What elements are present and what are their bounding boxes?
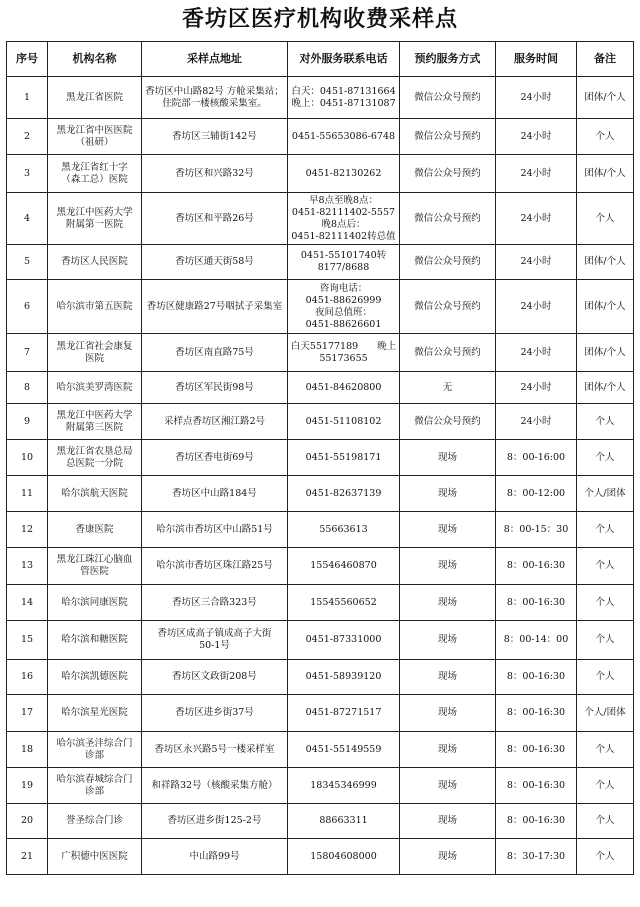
institution-name: 黑龙江省医院 xyxy=(48,77,142,119)
row-index: 12 xyxy=(7,512,48,548)
site-address: 香坊区成高子镇成高子大街 50-1号 xyxy=(142,621,288,660)
contact-phone: 白天：0451-87131664 晚上：0451-87131087 xyxy=(288,77,400,119)
service-time: 8：00-16:30 xyxy=(496,695,577,732)
service-time: 24小时 xyxy=(496,334,577,372)
contact-phone: 0451-51108102 xyxy=(288,404,400,440)
contact-phone: 0451-55198171 xyxy=(288,440,400,476)
table-row xyxy=(7,804,634,839)
note: 团体/个人 xyxy=(577,334,634,372)
site-address: 香坊区香电街69号 xyxy=(142,440,288,476)
contact-phone: 88663311 xyxy=(288,804,400,839)
header-phone: 对外服务联系电话 xyxy=(288,42,400,77)
service-time: 24小时 xyxy=(496,193,577,245)
header-note: 备注 xyxy=(577,42,634,77)
contact-phone: 15804608000 xyxy=(288,839,400,875)
note: 个人 xyxy=(577,193,634,245)
site-address: 香坊区永兴路5号一楼采样室 xyxy=(142,732,288,768)
table-row xyxy=(7,404,634,440)
site-address: 香坊区中山路82号 方舱采集站；住院部一楼核酸采集室。 xyxy=(142,77,288,119)
institution-name: 哈尔滨圣沣综合门 诊部 xyxy=(48,732,142,768)
institution-name: 哈尔滨航天医院 xyxy=(48,476,142,512)
site-address: 香坊区南直路75号 xyxy=(142,334,288,372)
header-row xyxy=(7,42,634,77)
table-row xyxy=(7,512,634,548)
institution-name: 广积德中医医院 xyxy=(48,839,142,875)
site-address: 香坊区军民街98号 xyxy=(142,372,288,404)
contact-phone: 0451-87271517 xyxy=(288,695,400,732)
service-time: 24小时 xyxy=(496,404,577,440)
service-time: 8：00-16:30 xyxy=(496,585,577,621)
header-index: 序号 xyxy=(7,42,48,77)
note: 个人 xyxy=(577,768,634,804)
table-body xyxy=(7,77,634,875)
note: 团体/个人 xyxy=(577,372,634,404)
table-row xyxy=(7,768,634,804)
site-address: 香坊区进乡街37号 xyxy=(142,695,288,732)
institution-name: 黑龙江珠江心脑血 管医院 xyxy=(48,548,142,585)
institution-name: 黑龙江省中医医院 （祖研） xyxy=(48,119,142,155)
service-time: 8：00-16:30 xyxy=(496,548,577,585)
row-index: 6 xyxy=(7,280,48,334)
service-time: 24小时 xyxy=(496,280,577,334)
service-time: 8：00-16:30 xyxy=(496,660,577,695)
table-row xyxy=(7,280,634,334)
note: 个人 xyxy=(577,440,634,476)
contact-phone: 15545560652 xyxy=(288,585,400,621)
row-index: 3 xyxy=(7,155,48,193)
booking-method: 微信公众号预约 xyxy=(400,119,496,155)
table-row xyxy=(7,660,634,695)
booking-method: 微信公众号预约 xyxy=(400,334,496,372)
row-index: 14 xyxy=(7,585,48,621)
note: 个人 xyxy=(577,621,634,660)
service-time: 8：30-17:30 xyxy=(496,839,577,875)
table-row xyxy=(7,245,634,280)
service-time: 8：00-16:30 xyxy=(496,768,577,804)
site-address: 哈尔滨市香坊区中山路51号 xyxy=(142,512,288,548)
header-service-time: 服务时间 xyxy=(496,42,577,77)
table-row xyxy=(7,585,634,621)
table-row xyxy=(7,476,634,512)
booking-method: 现场 xyxy=(400,476,496,512)
note: 个人 xyxy=(577,732,634,768)
booking-method: 微信公众号预约 xyxy=(400,77,496,119)
table-header xyxy=(7,42,634,77)
row-index: 15 xyxy=(7,621,48,660)
table-row xyxy=(7,621,634,660)
row-index: 10 xyxy=(7,440,48,476)
booking-method: 现场 xyxy=(400,660,496,695)
table-row xyxy=(7,119,634,155)
booking-method: 现场 xyxy=(400,548,496,585)
contact-phone: 15546460870 xyxy=(288,548,400,585)
row-index: 18 xyxy=(7,732,48,768)
site-address: 香坊区中山路184号 xyxy=(142,476,288,512)
site-address: 香坊区文政街208号 xyxy=(142,660,288,695)
booking-method: 现场 xyxy=(400,512,496,548)
contact-phone: 0451-87331000 xyxy=(288,621,400,660)
table-row xyxy=(7,155,634,193)
booking-method: 现场 xyxy=(400,585,496,621)
row-index: 5 xyxy=(7,245,48,280)
site-address: 香坊区三辅街142号 xyxy=(142,119,288,155)
contact-phone: 咨询电话： 0451-88626999 夜间总值班： 0451-88626601 xyxy=(288,280,400,334)
table-row xyxy=(7,334,634,372)
institution-name: 黑龙江省社会康复 医院 xyxy=(48,334,142,372)
note: 个人 xyxy=(577,512,634,548)
note: 团体/个人 xyxy=(577,77,634,119)
contact-phone: 0451-55101740转 8177/8688 xyxy=(288,245,400,280)
institution-name: 黑龙江中医药大学 附属第一医院 xyxy=(48,193,142,245)
booking-method: 现场 xyxy=(400,839,496,875)
service-time: 24小时 xyxy=(496,77,577,119)
contact-phone: 18345346999 xyxy=(288,768,400,804)
document-title: 香坊区医疗机构收费采样点 xyxy=(181,7,458,32)
institution-name: 哈尔滨星光医院 xyxy=(48,695,142,732)
institution-name: 黑龙江省红十字 （森工总）医院 xyxy=(48,155,142,193)
booking-method: 现场 xyxy=(400,732,496,768)
note: 个人 xyxy=(577,119,634,155)
site-address: 哈尔滨市香坊区珠江路25号 xyxy=(142,548,288,585)
row-index: 4 xyxy=(7,193,48,245)
table-row xyxy=(7,732,634,768)
note: 团体/个人 xyxy=(577,155,634,193)
note: 个人 xyxy=(577,404,634,440)
sampling-sites-table xyxy=(6,41,634,875)
contact-phone: 早8点至晚8点： 0451-82111402-5557 晚8点后： 0451-82111402转总值 xyxy=(288,193,400,245)
header-institution: 机构名称 xyxy=(48,42,142,77)
booking-method: 微信公众号预约 xyxy=(400,404,496,440)
booking-method: 现场 xyxy=(400,695,496,732)
note: 个人 xyxy=(577,660,634,695)
note: 个人 xyxy=(577,585,634,621)
note: 团体/个人 xyxy=(577,280,634,334)
row-index: 19 xyxy=(7,768,48,804)
site-address: 香坊区进乡街125-2号 xyxy=(142,804,288,839)
institution-name: 香康医院 xyxy=(48,512,142,548)
booking-method: 微信公众号预约 xyxy=(400,193,496,245)
header-booking-method: 预约服务方式 xyxy=(400,42,496,77)
site-address: 香坊区三合路323号 xyxy=(142,585,288,621)
note: 团体/个人 xyxy=(577,245,634,280)
row-index: 20 xyxy=(7,804,48,839)
table-row xyxy=(7,839,634,875)
booking-method: 微信公众号预约 xyxy=(400,280,496,334)
table-row xyxy=(7,193,634,245)
table-row xyxy=(7,77,634,119)
site-address: 香坊区通天街58号 xyxy=(142,245,288,280)
table-row xyxy=(7,372,634,404)
row-index: 1 xyxy=(7,77,48,119)
institution-name: 哈尔滨同康医院 xyxy=(48,585,142,621)
contact-phone: 0451-82130262 xyxy=(288,155,400,193)
contact-phone: 0451-58939120 xyxy=(288,660,400,695)
table-row xyxy=(7,440,634,476)
service-time: 8：00-16:30 xyxy=(496,804,577,839)
contact-phone: 白天55177189 晚上 55173655 xyxy=(288,334,400,372)
service-time: 24小时 xyxy=(496,119,577,155)
contact-phone: 0451-55149559 xyxy=(288,732,400,768)
institution-name: 哈尔滨凯德医院 xyxy=(48,660,142,695)
row-index: 9 xyxy=(7,404,48,440)
booking-method: 现场 xyxy=(400,621,496,660)
booking-method: 微信公众号预约 xyxy=(400,245,496,280)
institution-name: 黑龙江省农垦总局 总医院一分院 xyxy=(48,440,142,476)
note: 个人 xyxy=(577,548,634,585)
service-time: 8：00-15：30 xyxy=(496,512,577,548)
row-index: 13 xyxy=(7,548,48,585)
site-address: 和祥路32号（核酸采集方舱） xyxy=(142,768,288,804)
row-index: 7 xyxy=(7,334,48,372)
site-address: 香坊区和平路26号 xyxy=(142,193,288,245)
service-time: 24小时 xyxy=(496,372,577,404)
site-address: 香坊区和兴路32号 xyxy=(142,155,288,193)
institution-name: 黑龙江中医药大学 附属第三医院 xyxy=(48,404,142,440)
row-index: 8 xyxy=(7,372,48,404)
service-time: 8：00-16:30 xyxy=(496,732,577,768)
contact-phone: 0451-84620800 xyxy=(288,372,400,404)
row-index: 11 xyxy=(7,476,48,512)
table-row xyxy=(7,548,634,585)
note: 个人/团体 xyxy=(577,695,634,732)
note: 个人 xyxy=(577,804,634,839)
booking-method: 现场 xyxy=(400,440,496,476)
institution-name: 哈尔滨市第五医院 xyxy=(48,280,142,334)
booking-method: 现场 xyxy=(400,804,496,839)
service-time: 8：00-14：00 xyxy=(496,621,577,660)
row-index: 21 xyxy=(7,839,48,875)
contact-phone: 0451-82637139 xyxy=(288,476,400,512)
booking-method: 现场 xyxy=(400,768,496,804)
row-index: 17 xyxy=(7,695,48,732)
table-row xyxy=(7,695,634,732)
note: 个人 xyxy=(577,839,634,875)
row-index: 16 xyxy=(7,660,48,695)
institution-name: 哈尔滨春城综合门 诊部 xyxy=(48,768,142,804)
institution-name: 哈尔滨和糖医院 xyxy=(48,621,142,660)
site-address: 中山路99号 xyxy=(142,839,288,875)
note: 个人/团体 xyxy=(577,476,634,512)
institution-name: 香坊区人民医院 xyxy=(48,245,142,280)
header-address: 采样点地址 xyxy=(142,42,288,77)
site-address: 香坊区健康路27号咽拭子采集室 xyxy=(142,280,288,334)
row-index: 2 xyxy=(7,119,48,155)
institution-name: 誉圣综合门诊 xyxy=(48,804,142,839)
contact-phone: 0451-55653086-6748 xyxy=(288,119,400,155)
service-time: 8：00-16:00 xyxy=(496,440,577,476)
booking-method: 无 xyxy=(400,372,496,404)
booking-method: 微信公众号预约 xyxy=(400,155,496,193)
site-address: 采样点香坊区湘江路2号 xyxy=(142,404,288,440)
institution-name: 哈尔滨美罗湾医院 xyxy=(48,372,142,404)
contact-phone: 55663613 xyxy=(288,512,400,548)
service-time: 24小时 xyxy=(496,245,577,280)
service-time: 24小时 xyxy=(496,155,577,193)
service-time: 8：00-12:00 xyxy=(496,476,577,512)
